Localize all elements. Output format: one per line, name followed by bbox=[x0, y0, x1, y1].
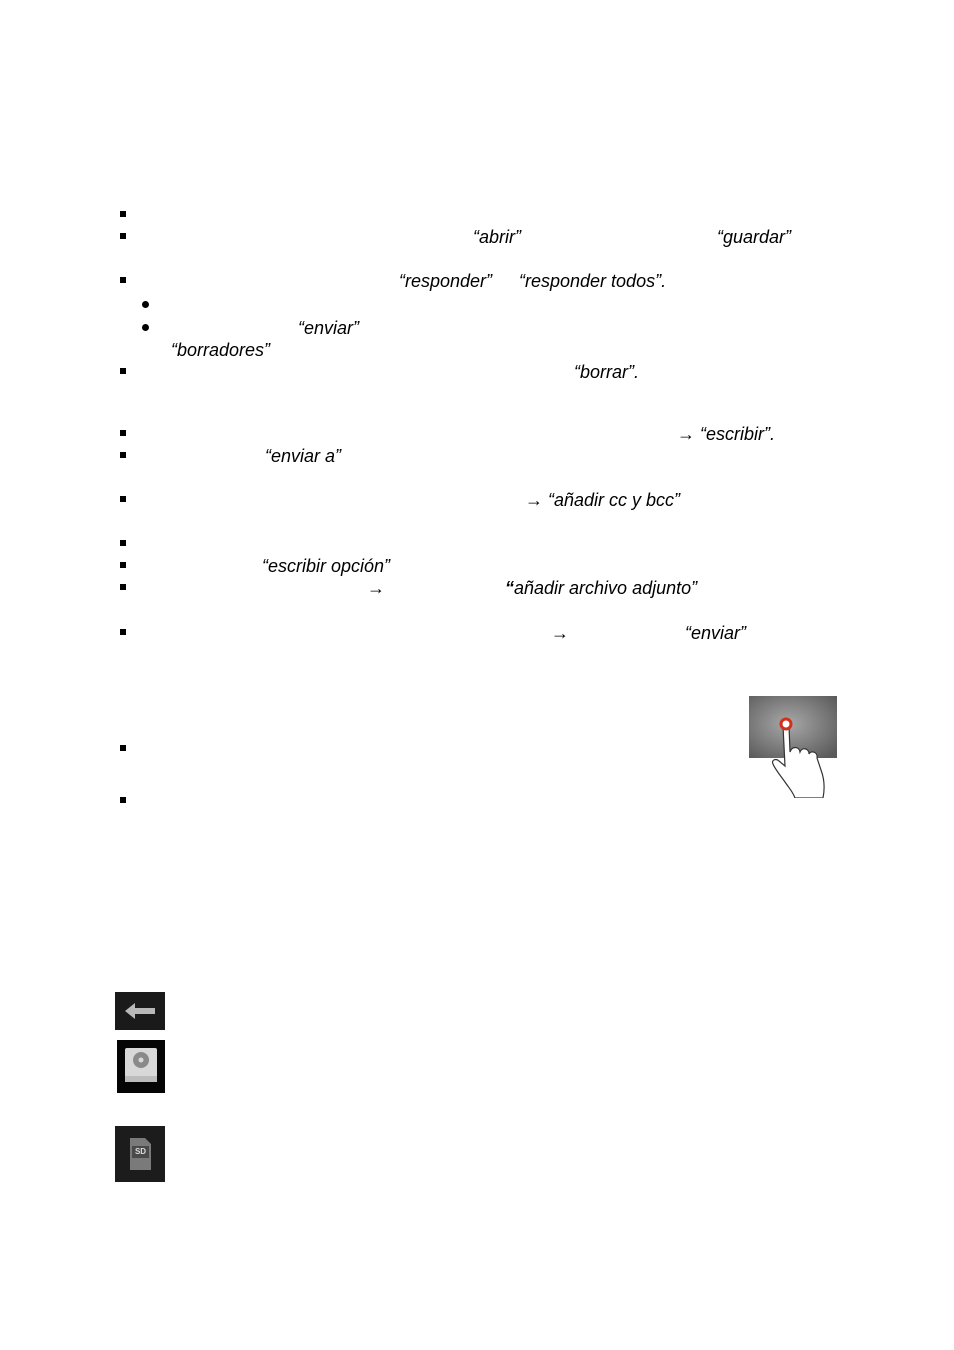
bullet-dot bbox=[142, 301, 149, 308]
bullet-square bbox=[120, 233, 126, 239]
back-arrow-icon bbox=[115, 992, 165, 1030]
bullet-dot bbox=[142, 324, 149, 331]
text-escribir: → “escribir”. bbox=[677, 424, 775, 444]
bullet-square bbox=[120, 452, 126, 458]
bullet-square bbox=[120, 540, 126, 546]
text-abrir: “abrir” bbox=[473, 227, 521, 247]
text-guardar: “guardar” bbox=[717, 227, 792, 247]
text-enviar: “enviar” bbox=[298, 318, 360, 338]
bullet-square bbox=[120, 629, 126, 635]
text-enviar-final: “enviar” bbox=[685, 623, 747, 643]
bullet-square bbox=[120, 584, 126, 590]
text-arrow: → bbox=[367, 578, 385, 598]
text-borrar: “borrar”. bbox=[574, 362, 640, 382]
bullet-square bbox=[120, 745, 126, 751]
back-arrow-glyph bbox=[115, 992, 165, 1030]
text-responder-todos: “responder todos”. bbox=[519, 271, 667, 291]
text-open-quote bbox=[505, 577, 514, 599]
bullet-square bbox=[120, 496, 126, 502]
text-arrow: → bbox=[551, 623, 569, 643]
disc-storage-glyph bbox=[117, 1040, 165, 1093]
bullet-square bbox=[120, 368, 126, 374]
touch-gesture-image bbox=[749, 696, 837, 798]
text-anadir-cc: → “añadir cc y bcc” bbox=[525, 490, 681, 510]
disc-storage-icon bbox=[117, 1040, 165, 1093]
bullet-square bbox=[120, 277, 126, 283]
bullet-square bbox=[120, 797, 126, 803]
text-open-quote-bold: “ bbox=[505, 578, 514, 598]
sd-card-icon bbox=[115, 1126, 165, 1182]
text-anadir-archivo: añadir archivo adjunto” bbox=[514, 578, 698, 598]
text-escribir-opcion: “escribir opción” bbox=[262, 556, 391, 576]
bullet-square bbox=[120, 430, 126, 436]
bullet-square bbox=[120, 562, 126, 568]
text-responder: “responder” bbox=[399, 271, 493, 291]
text-borradores: “borradores” bbox=[171, 340, 271, 360]
sd-card-label: SD bbox=[134, 1147, 147, 1156]
bullet-square bbox=[120, 211, 126, 217]
text-enviar-a: “enviar a” bbox=[265, 446, 342, 466]
